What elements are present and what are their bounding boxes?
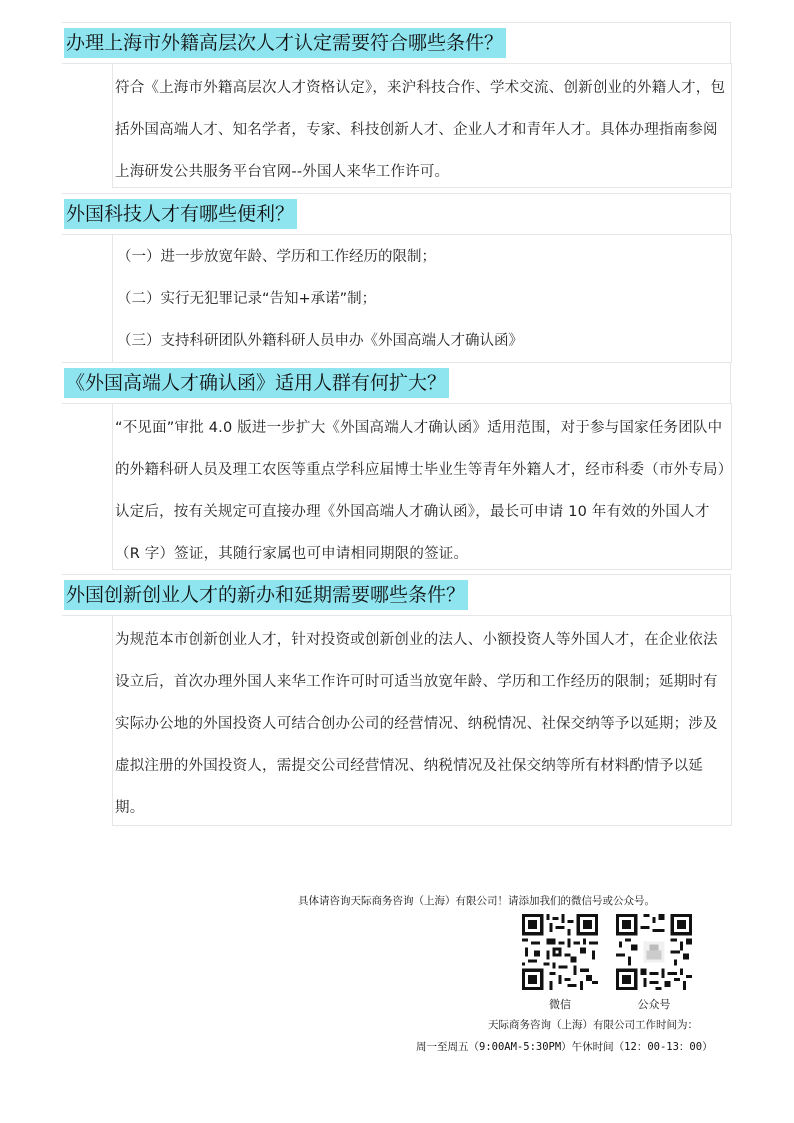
section-2-item-2: （二）实行无犯罪记录“告知+承诺”制；	[117, 291, 377, 307]
footer-hours: 周一至周五（9:00AM-5:30PM）午休时间（12：00-13：00）	[416, 1041, 713, 1053]
section-4-body	[112, 615, 732, 826]
official-account-qr-code	[616, 914, 692, 990]
footer-contact-text: 具体请咨询天际商务咨询（上海）有限公司！请添加我们的微信号或公众号。	[298, 895, 655, 907]
footer-hours-title: 天际商务咨询（上海）有限公司工作时间为：	[488, 1019, 698, 1031]
section-4-paragraph: 为规范本市创新创业人才，针对投资或创新创业的法人、小额投资人等外国人才，在企业依法设立后，首次办理外国人来华工作许可时可适当放宽年龄、学历和工作经历的限制；延期时有实际办公地的外国投资人可结合创办公司的经营情况、纳税情况、社保交纳等予以延期；涉及虚拟注册的外国投资人，需提交公司经营情况、纳税情况及社保交纳等所有材料酌情予以延期。	[115, 632, 718, 816]
section-2-title: 外国科技人才有哪些便利？	[64, 199, 297, 229]
section-2-item-1: （一）进一步放宽年龄、学历和工作经历的限制；	[117, 249, 436, 265]
section-3-header	[62, 362, 731, 404]
section-2-item-3: （三）支持科研团队外籍科研人员申办《外国高端人才确认函》	[117, 333, 523, 349]
section-3-title: 《外国高端人才确认函》适用人群有何扩大？	[64, 368, 449, 398]
section-2-header	[62, 193, 731, 235]
official-account-qr-label: 公众号	[637, 998, 671, 1011]
section-3-paragraph: “不见面”审批 4.0 版进一步扩大《外国高端人才确认函》适用范围，对于参与国家任务团队中的外籍科研人员及理工农医等重点学科应届博士毕业生等青年外籍人才，经市科委（市外专局）认定后，按有关规定可直接办理《外国高端人才确认函》，最长可申请 10 年有效的外国人才（R 字）签证，其随行家属也可申请相同期限的签证。	[115, 420, 726, 562]
section-2-body	[112, 234, 732, 363]
section-1-body	[112, 63, 732, 188]
section-1-title: 办理上海市外籍高层次人才认定需要符合哪些条件？	[64, 28, 506, 58]
wechat-qr-label: 微信	[549, 998, 571, 1011]
section-4-title: 外国创新创业人才的新办和延期需要哪些条件？	[64, 580, 468, 610]
section-1-paragraph: 符合《上海市外籍高层次人才资格认定》，来沪科技合作、学术交流、创新创业的外籍人才，包括外国高端人才、知名学者，专家、科技创新人才、企业人才和青年人才。具体办理指南参阅上海研发公共服务平台官网--外国人来华工作许可。	[115, 80, 726, 180]
section-3-body	[112, 403, 732, 570]
wechat-qr-code	[522, 914, 598, 990]
section-4-header	[62, 574, 731, 616]
section-1-header	[62, 22, 731, 64]
